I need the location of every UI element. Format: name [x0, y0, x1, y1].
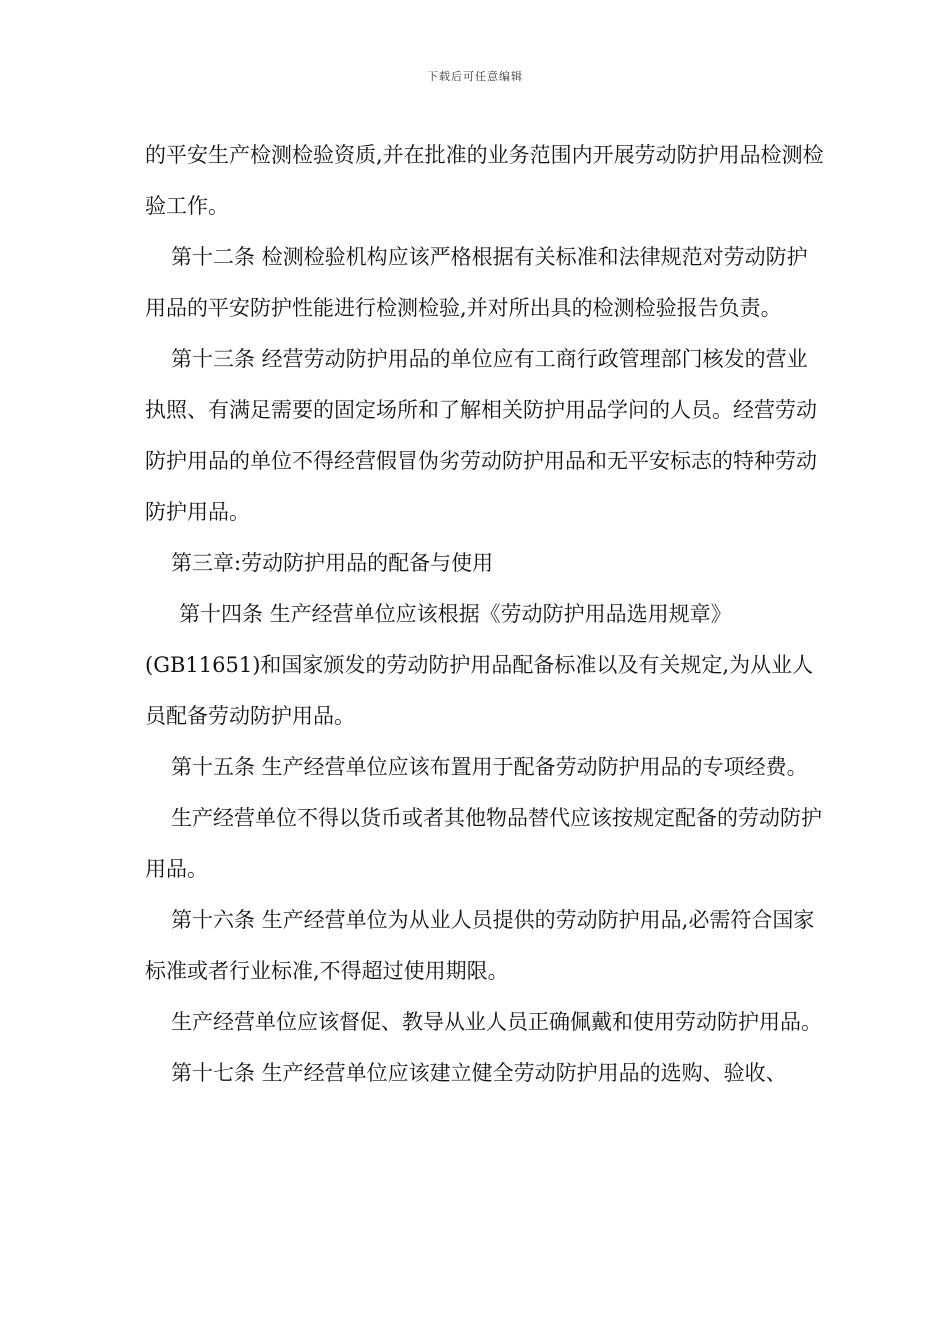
paragraph: 的平安生产检测检验资质,并在批准的业务范围内开展劳动防护用品检测检验工作。 [145, 143, 824, 218]
paragraph: 第十四条 生产经营单位应该根据《劳动防护用品选用规章》(GB11651)和国家颁发的劳动防护用品配备标准以及有关规定,为从业人员配备劳动防护用品。 [145, 602, 814, 728]
paragraph: 生产经营单位不得以货币或者其他物品替代应该按规定配备的劳动防护用品。 [145, 806, 822, 881]
paragraph: 第十五条 生产经营单位应该布置用于配备劳动防护用品的专项经费。 [171, 755, 808, 779]
paragraph: 第十六条 生产经营单位为从业人员提供的劳动防护用品,必需符合国家标准或者行业标准,不得超过使用期限。 [145, 908, 815, 983]
chapter-heading: 第三章:劳动防护用品的配备与使用 [171, 551, 494, 575]
page-header: 下载后可任意编辑 [427, 70, 523, 83]
document-body [145, 130, 825, 1099]
paragraph: 第十七条 生产经营单位应该建立健全劳动防护用品的选购、验收、 [171, 1061, 787, 1085]
paragraph: 第十二条 检测检验机构应该严格根据有关标准和法律规范对劳动防护用品的平安防护性能进行检测检验,并对所出具的检测检验报告负责。 [145, 245, 808, 320]
paragraph: 生产经营单位应该督促、教导从业人员正确佩戴和使用劳动防护用品。 [171, 1010, 822, 1034]
paragraph: 第十三条 经营劳动防护用品的单位应有工商行政管理部门核发的营业执照、有满足需要的固定场所和了解相关防护用品学问的人员。经营劳动防护用品的单位不得经营假冒伪劣劳动防护用品和无平安标志的特种劳动防护用品。 [145, 347, 817, 524]
